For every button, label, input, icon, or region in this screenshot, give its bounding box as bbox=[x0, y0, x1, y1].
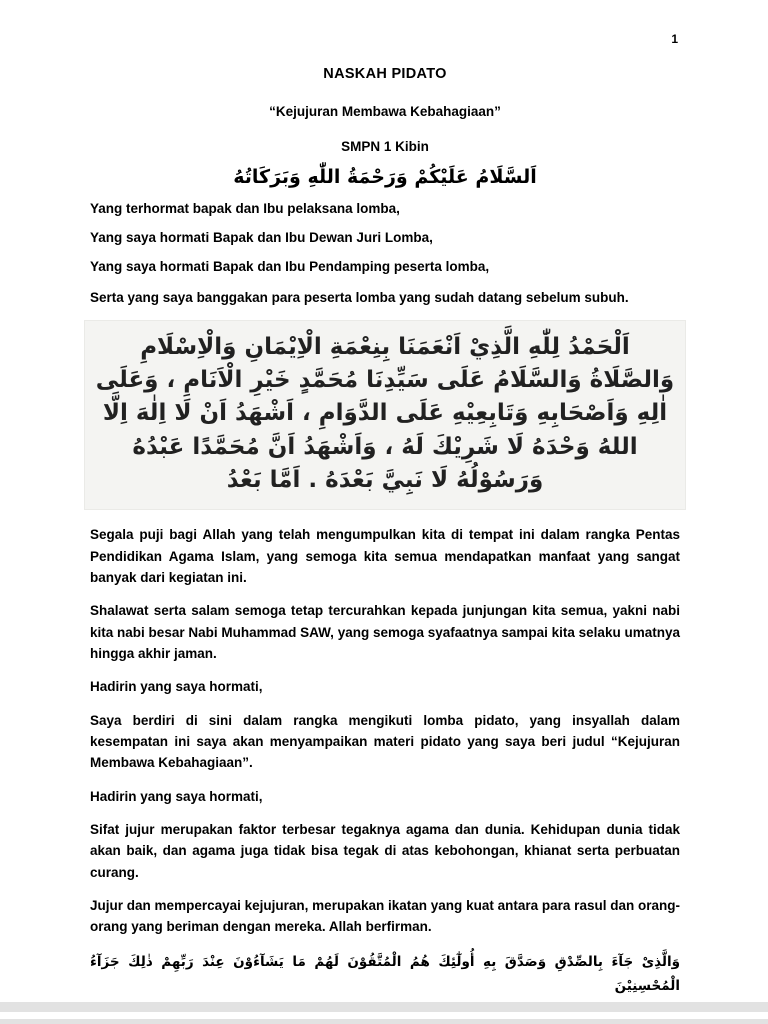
body-paragraph: Sifat jujur merupakan faktor terbesar tegaknya agama dan dunia. Kehidupan dunia tidak akan baik, dan agama juga tidak bisa tegak di atas kebohongan, khianat serta perbuatan curang. bbox=[90, 821, 680, 880]
speech-body bbox=[90, 524, 680, 998]
calligraphy-line: اللهُ وَحْدَهُ لَا شَرِيْكَ لَهُ ، وَاَشْهَدُ اَنَّ مُحَمَّدًا عَبْدُهُ bbox=[132, 433, 638, 460]
calligraphy-line: وَرَسُوْلُهُ لَا نَبِيَّ بَعْدَهُ . اَمَّا بَعْدُ bbox=[226, 466, 544, 493]
page-gap-shadow bbox=[0, 1019, 768, 1024]
next-page-edge bbox=[0, 1012, 768, 1019]
body-paragraph: Jujur dan mempercayai kejujuran, merupakan ikatan yang kuat antara para rasul dan orang-orang yang beriman dengan mereka. Allah berfirman. bbox=[90, 897, 680, 935]
body-paragraph: Segala puji bagi Allah yang telah mengumpulkan kita di tempat ini dalam rangka Pentas Pendidikan Agama Islam, yang semoga kita semua mendapatkan manfaat yang sangat banyak dari kegiatan ini. bbox=[90, 527, 680, 585]
calligraphy-line: وَالصَّلَاةُ وَالسَّلَامُ عَلَى سَيِّدِنَا مُحَمَّدٍ خَيْرِ الْاَنَامِ ، وَعَلَى bbox=[95, 366, 675, 393]
body-paragraph: Hadirin yang saya hormati, bbox=[90, 679, 263, 695]
salutation-line: Yang saya hormati Bapak dan Ibu Pendamping peserta lomba, bbox=[90, 259, 490, 275]
calligraphy-line: اٰلِهِ وَاَصْحَابِهِ وَتَابِعِيْهِ عَلَى الدَّوَامِ ، اَشْهَدُ اَنْ لَا اِلٰهَ اِلَّا bbox=[102, 400, 668, 427]
arabic-calligraphy-image bbox=[84, 320, 686, 511]
salutations-section bbox=[90, 200, 680, 309]
quran-verse-arabic: وَالَّذِىْ جَآءَ بِالصِّدْقِ وَصَدَّقَ بِهِ أُولٰٓئِكَ هُمُ الْمُتَّقُوْنَ لَهُمْ مَا يَشَآءُوْنَ عِنْدَ رَبِّهِمْ ذٰلِكَ جَزَآءُ الْمُحْسِنِيْنَ bbox=[90, 953, 680, 994]
page-number: 1 bbox=[671, 32, 678, 46]
body-paragraph: Hadirin yang saya hormati, bbox=[90, 788, 263, 804]
document-title: NASKAH PIDATO bbox=[323, 66, 447, 82]
body-paragraph: Shalawat serta salam semoga tetap tercurahkan kepada junjungan kita semua, yakni nabi kita nabi besar Nabi Muhammad SAW, yang semoga syafaatnya sampai kita selaku umatnya hingga akhir jaman. bbox=[90, 603, 680, 661]
document-subtitle: “Kejujuran Membawa Kebahagiaan” bbox=[269, 104, 501, 119]
page-separator bbox=[0, 1002, 768, 1024]
title-block bbox=[90, 66, 680, 188]
salutation-line: Yang terhormat bapak dan Ibu pelaksana lomba, bbox=[90, 201, 400, 216]
salutation-line: Yang saya hormati Bapak dan Ibu Dewan Juri Lomba, bbox=[90, 230, 433, 246]
arabic-greeting-text: اَلسَّلَامُ عَلَيْكُمْ وَرَحْمَةُ اللّٰهِ وَبَرَكَاتُهُ bbox=[233, 166, 537, 188]
body-paragraph: Saya berdiri di sini dalam rangka mengikuti lomba pidato, yang insyallah dalam kesempatan ini saya akan menyampaikan materi pidato yang saya beri judul “Kejujuran Membawa Kebahagiaan”. bbox=[90, 712, 680, 771]
calligraphy-line: اَلْحَمْدُ لِلّٰهِ الَّذِيْ اَنْعَمَنَا بِنِعْمَةِ الْاِيْمَانِ وَالْاِسْلَامِ bbox=[140, 333, 630, 360]
page-gap-shadow bbox=[0, 1002, 768, 1012]
school-name: SMPN 1 Kibin bbox=[341, 139, 429, 154]
salutation-line: Serta yang saya banggakan para peserta lomba yang sudah datang sebelum subuh. bbox=[90, 289, 629, 305]
